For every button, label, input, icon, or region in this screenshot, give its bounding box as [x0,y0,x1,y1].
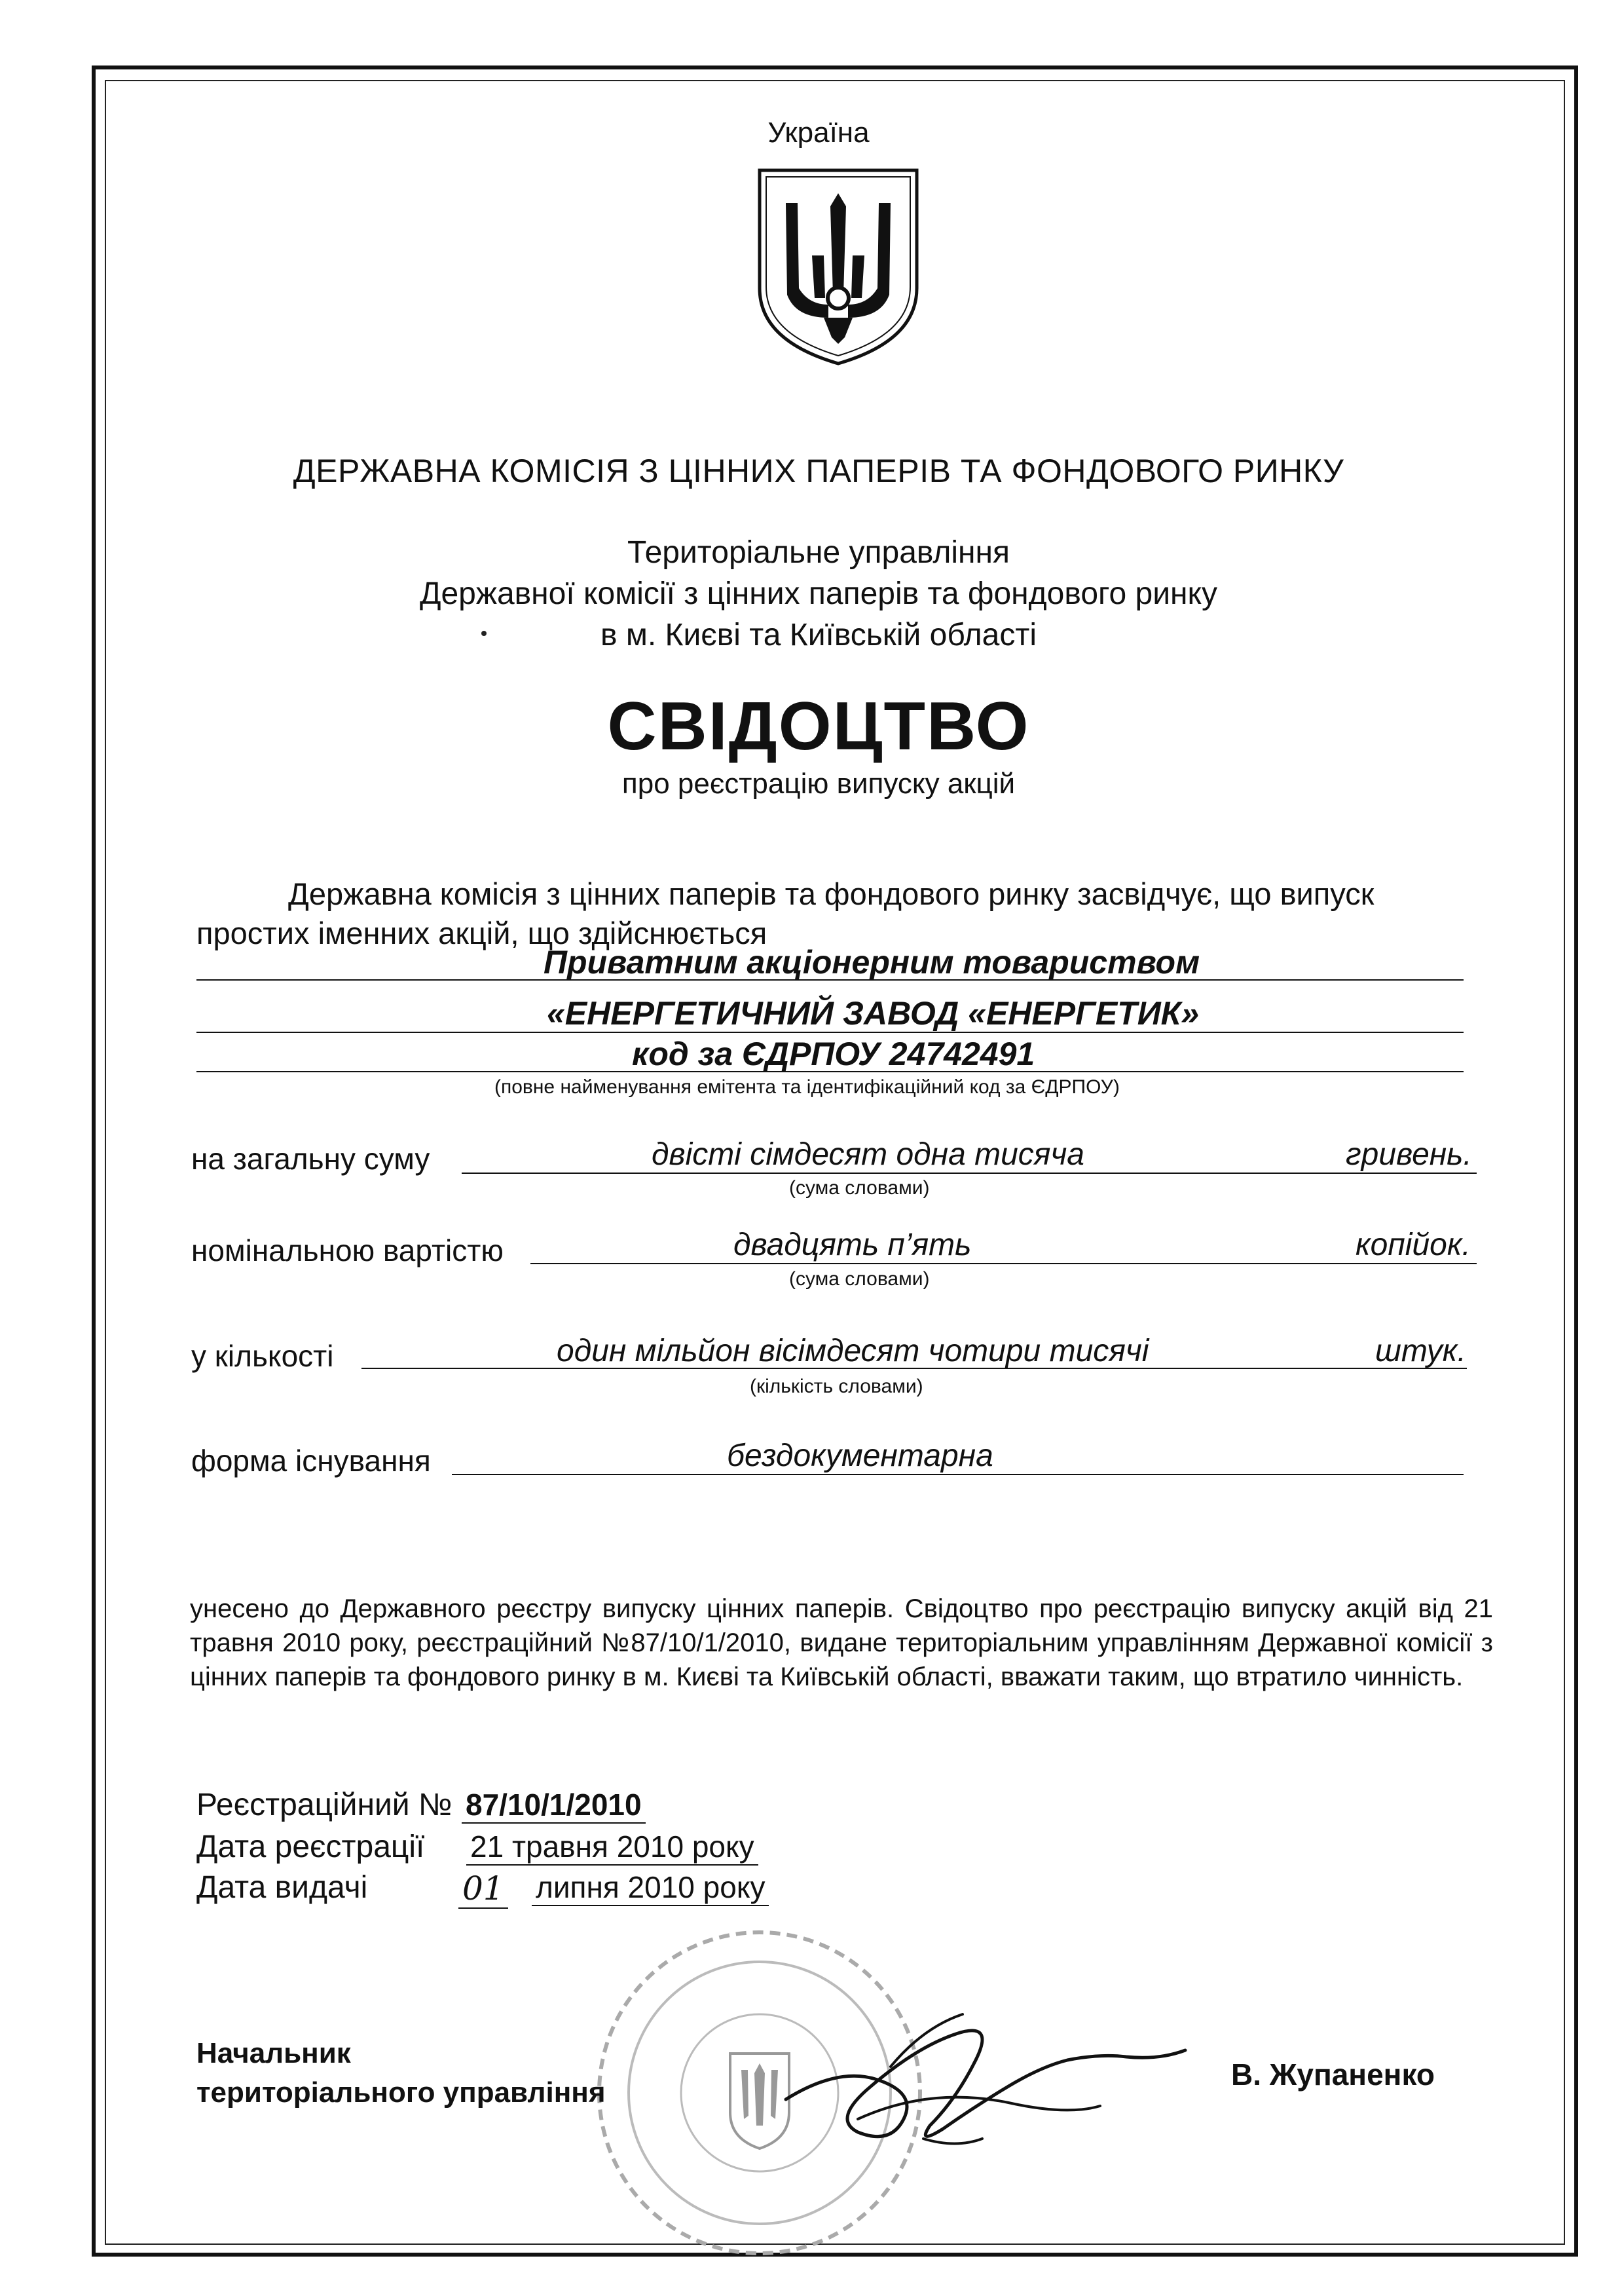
registration-date-value: 21 травня 2010 року [466,1829,758,1866]
registration-number-value: 87/10/1/2010 [462,1787,646,1824]
country-name: Україна [767,117,870,149]
position-title [196,2034,720,2112]
issue-date-label: Дата видачі [196,1870,368,1905]
form-label: форма існування [191,1444,431,1478]
issuer-caption: (повне найменування емітента та ідентифікаційний код за ЄДРПОУ) [494,1076,1120,1098]
total-label: на загальну суму [191,1142,430,1176]
total-caption: (сума словами) [789,1177,930,1199]
nominal-underline [530,1263,1477,1264]
issue-date-day: 01 [458,1869,508,1909]
issuer-name-1: Приватним акціонерним товариством [544,944,1200,981]
intro-line: Державна комісія з цінних паперів та фондового ринку засвідчує, що випуск [288,876,1375,911]
total-value: двісті сімдесят одна тисяча [652,1137,1084,1172]
document-subtitle: про реєстрацію випуску акцій [621,768,1016,800]
nominal-label: номінальною вартістю [191,1233,504,1267]
territorial-office [327,532,1310,656]
position-line: Начальник [196,2037,351,2069]
nominal-caption: (сума словами) [789,1268,930,1290]
quantity-value: один мільйон вісімдесят чотири тисячі [557,1334,1149,1368]
registration-date-label: Дата реєстрації [196,1830,425,1864]
registration-number-label: Реєстраційний № [196,1788,452,1822]
total-underline [462,1173,1477,1174]
territory-line: Територіальне управління [627,535,1010,570]
total-unit: гривень. [1346,1137,1472,1172]
document-title: СВІДОЦТВО [607,688,1030,764]
intro-text [196,874,1460,953]
commission-name: ДЕРЖАВНА КОМІСІЯ З ЦІННИХ ПАПЕРІВ ТА ФОНДОВОГО РИНКУ [293,453,1344,489]
issuer-code: код за ЄДРПОУ 24742491 [632,1036,1035,1072]
form-underline [452,1474,1464,1475]
issue-date-value: липня 2010 року [532,1869,769,1906]
registry-paragraph: унесено до Державного реєстру випуску цінних паперів. Свідоцтво про реєстрацію випуску акцій від 21 травня 2010 року, реєстраційний №87/10/1/2010, видане територіальним управлінням Державної комісії з цінних паперів та фондового ринку в м. Києві та Київській області, вважати таким, що втратило чинність. [190,1594,1493,1691]
handwritten-signature [760,1988,1218,2158]
territory-line: Державної комісії з цінних паперів та фондового ринку [419,576,1218,611]
intro-line: простих іменних акцій, що здійснюється [196,916,767,950]
signer-name: В. Жупаненко [1231,2057,1435,2092]
ink-dot [481,631,487,636]
position-line: територіального управління [196,2076,606,2109]
territory-line: в м. Києві та Київській області [600,618,1037,652]
form-value: бездокументарна [727,1438,993,1473]
nominal-value: двадцять п’ять [733,1228,972,1262]
quantity-caption: (кількість словами) [750,1376,923,1397]
nominal-unit: копійок. [1356,1228,1471,1262]
trident-coat-of-arms-icon [747,157,930,367]
quantity-label: у кількості [191,1339,334,1373]
issuer-name-2: «ЕНЕРГЕТИЧНИЙ ЗАВОД «ЕНЕРГЕТИК» [547,995,1200,1032]
quantity-unit: штук. [1375,1334,1466,1368]
